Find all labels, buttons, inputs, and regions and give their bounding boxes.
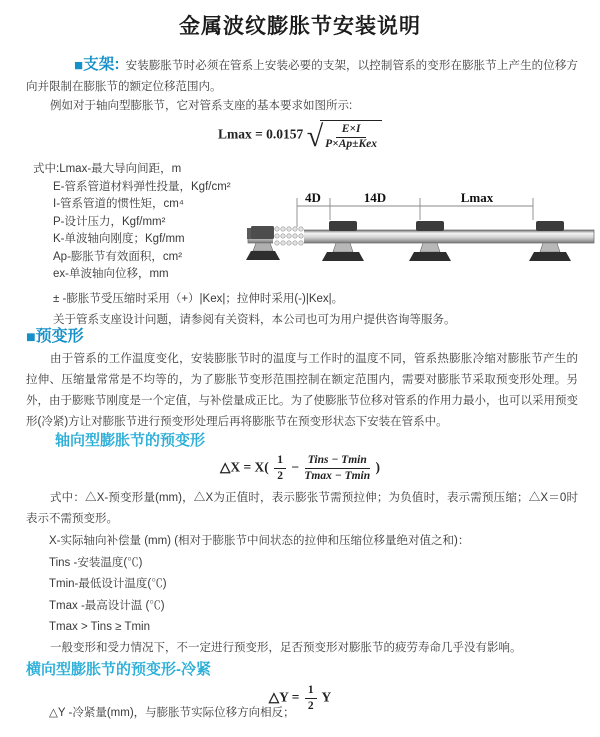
axial-subheading: 轴向型膨胀节的预变形: [55, 432, 206, 449]
formula-lmax-numerator: E×I: [336, 123, 367, 138]
deflist-item: I-管系管道的惯性矩，cm⁴: [53, 198, 184, 210]
lateral-subheading: 横向型膨胀节的预变形-冷紧: [26, 661, 211, 678]
axial-def-item: Tmax -最高设计温 (℃): [49, 599, 165, 612]
section-support-label: 支架:: [83, 56, 120, 73]
deflist-intro: 式中:Lmax-最大导向间距，m: [33, 163, 182, 175]
formula-axial-lhs: △X = X(: [219, 459, 269, 475]
fraction-lateral-num: 1: [305, 684, 317, 699]
deflist-item: ex-单波轴向位移，mm: [53, 268, 169, 280]
lateral-note: △Y -冷紧量(mm)，与膨胀节实际位移方向相反；: [49, 707, 295, 719]
section-support-text: 安装膨胀节时必须在管系上安装必要的支架，以控制管系的变形在膨胀节上产生的位移方向并限制在膨胀节的额定位移范围内。: [26, 60, 578, 93]
deflist-item: Ap-膨胀节有效面积，cm²: [53, 250, 183, 263]
pipe-diagram-svg: [246, 190, 596, 290]
formula-lateral-rhs: Y: [321, 689, 332, 705]
fraction-half-den: 2: [277, 470, 283, 482]
sqrt-radical: [307, 120, 382, 151]
fraction-half-lateral: [305, 684, 317, 713]
support-example-line: 例如对于轴向型膨胀节，它对管系支座的基本要求如图所示:: [50, 100, 353, 112]
section-predeform-title: 预变形: [35, 328, 84, 345]
axial-note: 式中：△X-预变形量(mm)，△X为正值时，表示膨张节需预拉伸；为负值时，表示需预压缩；△X＝0时表示不需预变形。: [26, 492, 578, 525]
plusminus-note: ± -膨胀节受压缩时采用（+）|Kex|；拉伸时采用(-)|Kex|。: [53, 292, 344, 305]
axial-def-item: Tmax > Tins ≥ Tmin: [49, 621, 150, 633]
formula-lmax-denominator: P×Ap±Kex: [325, 138, 377, 150]
section-square-icon: ■: [74, 57, 84, 74]
bellows-icon: [273, 227, 304, 246]
section-square-icon: ■: [26, 329, 36, 346]
dim-label-14d: 14D: [363, 190, 387, 205]
deflist-item: E-管系管道材料弹性投量，Kgf/cm²: [53, 180, 231, 193]
dim-label-4d: 4D: [305, 190, 321, 205]
section-predeform-heading: [26, 327, 84, 347]
fraction-temp-den: Tmax − Tmin: [304, 470, 371, 482]
formula-axial: [0, 454, 600, 483]
predeform-body: 由于管系的工作温度变化，安装膨胀节时的温度与工作时的温度不同，管系热膨胀冷缩对膨胀节产生的拉伸、压缩量常常是不均等的，为了膨胀节变形范围控制在额定范围内，需要对膨胀节采取预变形处理。另外，由于膨账节刚度是一个定值，与补偿量成正比。为了使膨胀节位移对管系的作用力最小，也可以采用预变形(冷紧)方让对膨胀节进行预变形处理后再将膨胀节在预变形状态下安装在管系中。: [26, 353, 578, 428]
page-title: 金属波纹膨胀节安装说明: [179, 15, 421, 38]
formula-lmax: [0, 120, 600, 151]
radical-sign-icon: √: [306, 119, 324, 153]
dim-label-lmax: Lmax: [460, 190, 494, 205]
axial-def-item: X-实际轴向补偿量 (mm) (相对于膨胀节中间状态的拉伸和压缩位移量绝对值之和)：: [49, 535, 470, 547]
fraction-half: [274, 454, 286, 483]
fraction-lateral-den: 2: [307, 700, 314, 712]
axial-closing-note: 一般变形和受力情况下，不一定进行预变形，足否预变形对膨胀节的疲劳寿命几乎没有影响。: [50, 642, 522, 654]
formula-lmax-lhs: Lmax = 0.0157: [217, 126, 304, 142]
fraction-half-num: 1: [274, 454, 286, 469]
fraction-temp-num: Tins − Tmin: [305, 454, 370, 469]
formula-axial-minus: −: [291, 459, 300, 475]
axial-definitions: [49, 531, 579, 639]
section-support: [26, 54, 578, 98]
deflist-item: K-单波轴向刚度；Kgf/mm: [53, 233, 185, 245]
axial-def-item: Tmin-最低设计温度(℃): [49, 578, 167, 590]
formula-lateral-lhs: △Y =: [268, 689, 300, 705]
formula-axial-rhs: ): [375, 459, 381, 475]
axial-def-item: Tins -安装温度(℃): [49, 556, 143, 569]
pipe-support-diagram: [246, 190, 596, 290]
fraction-temperature: [304, 454, 370, 483]
consult-note: 关于管系支座设计问题，请参阅有关资料，本公司也可为用户提供咨询等服务。: [53, 313, 456, 326]
deflist-item: P-设计压力，Kgf/mm²: [53, 215, 166, 228]
